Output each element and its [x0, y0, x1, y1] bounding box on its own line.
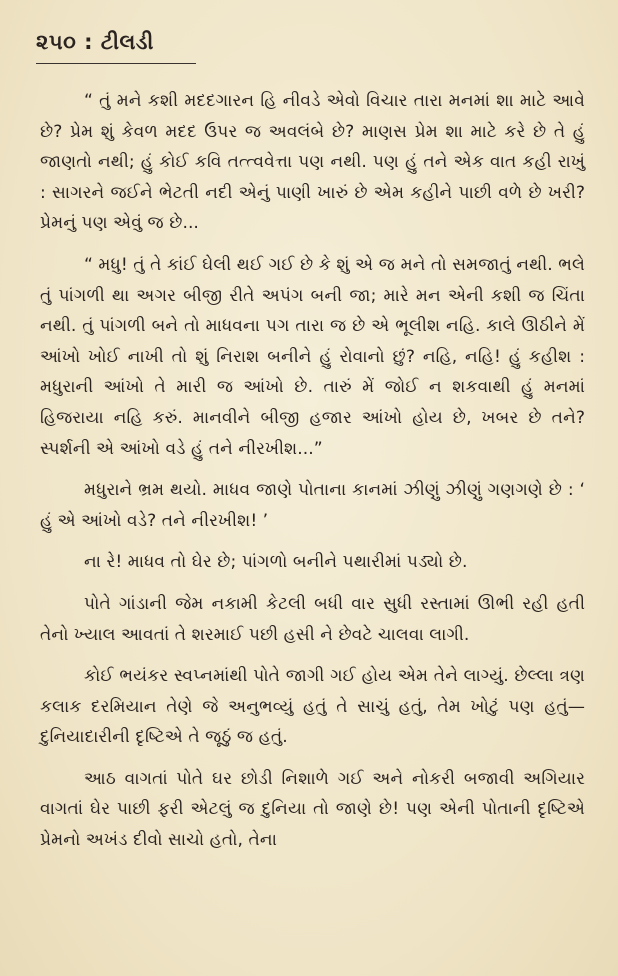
page-body	[40, 86, 585, 867]
paragraph-4: ના રે! માધવ તો ઘેર છે; પાંગળો બનીને પથારીમાં પડ્યો છે.	[84, 552, 468, 573]
paragraph-1: “ તું મને કશી મદદગારન હિ નીવડે એવો વિચાર તારા મનમાં શા માટે આવે છે? પ્રેમ શું કેવળ મદદ ઉપર જ અવલંબે છે? માણસ પ્રેમ શા માટે કરે છે તે હું જાણતો નથી; હું કોઈ કવિ તત્ત્વવેત્તા પણ નથી. પણ હું તને એક વાત કહી રાખું : સાગરને જઈને ભેટતી નદી એનું પાણી ખારું છે એમ કહીને પાછી વળે છે ખરી? પ્રેમનું પણ એવું જ છે...	[40, 91, 585, 234]
page-header: ૨૫૦ : ટીલડી	[36, 30, 154, 54]
header-rule	[36, 63, 196, 64]
paragraph-3: મધુરાને ભ્રમ થયો. માધવ જાણે પોતાના કાનમાં ઝીણું ઝીણું ગણગણે છે : ‘ હું એ આંખો વડે? તને નીરખીશ! ’	[40, 480, 585, 531]
paragraph-7: આઠ વાગતાં પોતે ઘર છોડી નિશાળે ગઈ અને નોકરી બજાવી અગિયાર વાગતાં ઘેર પાછી ફરી એટલું જ દુનિયા તો જાણે છે! પણ એની પોતાની દૃષ્ટિએ પ્રેમનો અખંડ દીવો સાચો હતો, તેના	[40, 768, 585, 851]
paragraph-6: કોઈ ભયંકર સ્વપ્નમાંથી પોતે જાગી ગઈ હોય એમ તેને લાગ્યું. છેલ્લા ત્રણ કલાક દરમિયાન તેણે જે અનુભવ્યું હતું તે સાચું હતું, તેમ ખોટું પણ હતું—દુનિયાદારીની દૃષ્ટિએ તે જૂઠું જ હતું.	[40, 666, 585, 748]
paragraph-2: “ મધુ! તું તે કાંઈ ઘેલી થઈ ગઈ છે કે શું એ જ મને તો સમજાતું નથી. ભલે તું પાંગળી થા અગર બીજી રીતે અપંગ બની જા; મારે મન એની કશી જ ચિંતા નથી. તું પાંગળી બને તો માધવના પગ તારા જ છે એ ભૂલીશ નહિ. કાલે ઊઠીને મેં આંખો ખોઈ નાખી તો શું નિરાશ બનીને હું રોવાનો છું? નહિ, નહિ! હું કહીશ : મધુરાની આંખો તે મારી જ આંખો છે. તારું મેં જોઈ ન શકવાથી હું મનમાં હિજરાયા નહિ કરું. માનવીને બીજી હજાર આંખો હોય છે, ખબર છે તને? સ્પર્શની એ આંખો વડે હું તને નીરખીશ...”	[40, 254, 585, 459]
paragraph-5: પોતે ગાંડાની જેમ નકામી કેટલી બધી વાર સુધી રસ્તામાં ઊભી રહી હતી તેનો ખ્યાલ આવતાં તે શરમાઈ પછી હસી ને છેવટે ચાલવા લાગી.	[40, 593, 585, 645]
